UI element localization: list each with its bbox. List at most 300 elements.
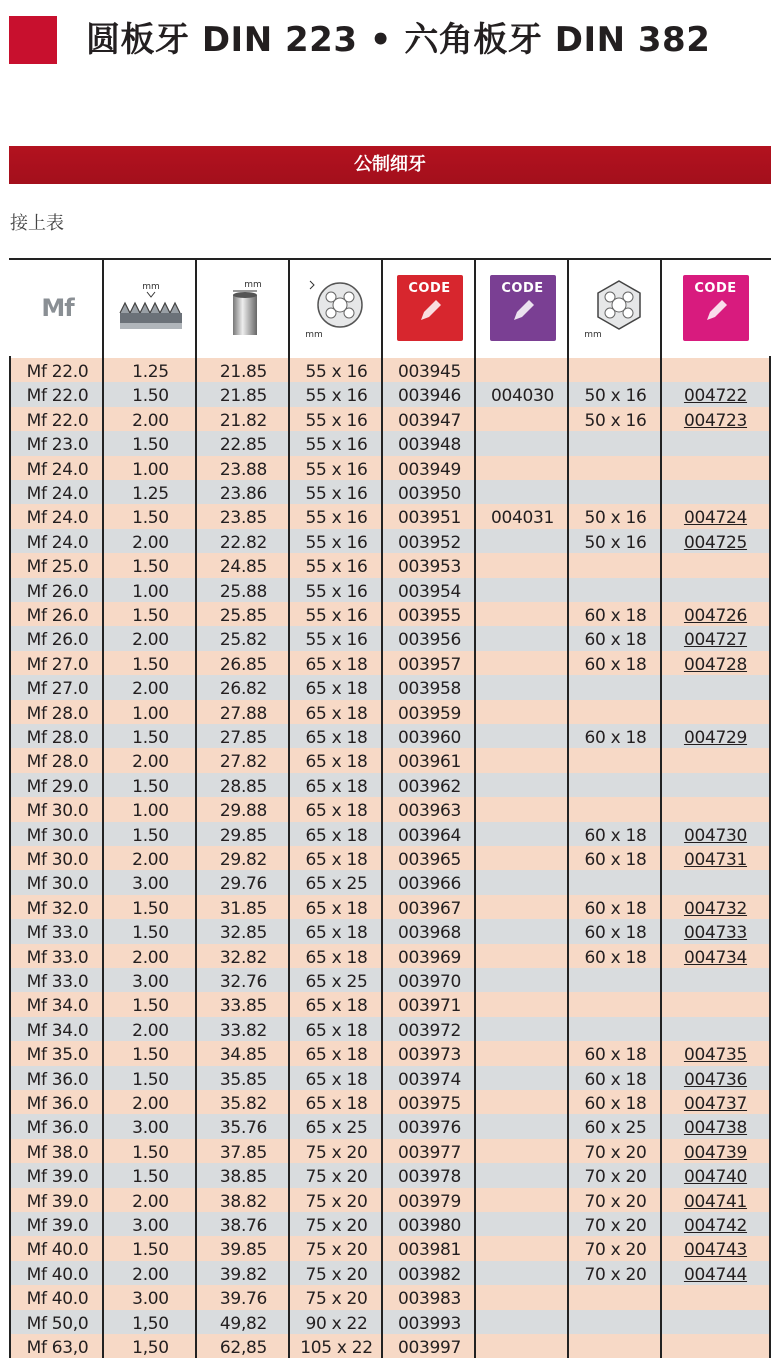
cell-size: 75 x 20 <box>305 1240 368 1261</box>
cell-dia: 38.76 <box>219 1216 268 1236</box>
cell-size: 75 x 20 <box>305 1264 368 1285</box>
cell-mf: Mf 30.0 <box>26 825 89 846</box>
cell-pitch: 2.00 <box>132 1264 169 1285</box>
table-row <box>11 480 769 504</box>
cell-code2 <box>476 578 569 602</box>
header-code-magenta <box>662 260 769 356</box>
cell-code: 003952 <box>397 532 462 553</box>
cell-size: 55 x 16 <box>305 410 368 431</box>
table-row <box>11 846 769 870</box>
cell-code2 <box>476 797 569 821</box>
cell-mf: Mf 34.0 <box>26 996 89 1017</box>
cell-pitch: 1.50 <box>132 923 169 944</box>
cell-code3 <box>662 870 769 894</box>
cell-pitch: 3.00 <box>132 874 169 895</box>
header-mf <box>11 260 104 356</box>
table-row <box>11 626 769 650</box>
cell-code3: 004730 <box>683 825 748 846</box>
cell-code2 <box>476 1066 569 1090</box>
cell-dia: 32.82 <box>219 947 268 968</box>
cell-mf: Mf 32.0 <box>26 898 89 919</box>
column-divider <box>102 260 104 1358</box>
cell-code3 <box>662 773 769 797</box>
cell-code3: 004740 <box>683 1167 748 1188</box>
cell-code2 <box>476 748 569 772</box>
cell-code3: 004729 <box>683 728 748 748</box>
cell-hex <box>569 748 662 772</box>
cell-size: 65 x 18 <box>305 654 368 675</box>
cell-dia: 29.85 <box>219 825 268 846</box>
cell-mf: Mf 39.0 <box>26 1167 89 1188</box>
cell-size: 65 x 25 <box>305 1118 368 1139</box>
cell-pitch: 1.00 <box>132 459 169 480</box>
table-row <box>11 1139 769 1163</box>
cell-dia: 25.85 <box>219 606 268 626</box>
cell-hex: 50 x 16 <box>584 532 647 553</box>
cell-mf: Mf 28.0 <box>26 728 89 748</box>
cell-dia: 27.88 <box>219 703 268 724</box>
cell-hex: 60 x 18 <box>584 1094 647 1114</box>
cell-pitch: 2.00 <box>132 410 169 431</box>
cell-pitch: 1.50 <box>132 996 169 1017</box>
cell-pitch: 2.00 <box>132 850 169 870</box>
cell-code2 <box>476 1090 569 1114</box>
cell-code3: 004742 <box>683 1216 748 1236</box>
cell-dia: 29.82 <box>219 850 268 870</box>
table-row <box>11 1188 769 1212</box>
cell-code: 003966 <box>397 874 462 895</box>
cell-pitch: 1.50 <box>132 1167 169 1188</box>
cell-code3 <box>662 1334 769 1358</box>
cell-code: 003974 <box>397 1069 462 1090</box>
cell-code: 003956 <box>397 630 462 651</box>
cell-mf: Mf 28.0 <box>26 703 89 724</box>
table-row <box>11 1017 769 1041</box>
cell-size: 65 x 18 <box>305 776 368 797</box>
cell-code2 <box>476 1114 569 1138</box>
cell-size: 65 x 18 <box>305 996 368 1017</box>
cell-pitch: 2.00 <box>132 1094 169 1114</box>
cell-code3: 004724 <box>683 508 748 529</box>
column-divider <box>660 260 662 1358</box>
cell-hex <box>569 968 662 992</box>
cell-dia: 32.76 <box>219 972 268 992</box>
cell-code: 003949 <box>397 459 462 480</box>
cell-code2: 004031 <box>490 508 555 529</box>
cell-code: 003960 <box>397 728 462 748</box>
cell-size: 55 x 16 <box>305 581 368 602</box>
cell-hex <box>569 358 662 382</box>
cell-mf: Mf 24.0 <box>26 459 89 480</box>
table-row <box>11 529 769 553</box>
cell-code2 <box>476 1163 569 1187</box>
cell-code2 <box>476 1212 569 1236</box>
cell-code3 <box>662 992 769 1016</box>
cell-dia: 38.85 <box>219 1167 268 1188</box>
cell-code2 <box>476 1334 569 1358</box>
table-header <box>9 260 771 356</box>
cell-mf: Mf 36.0 <box>26 1069 89 1090</box>
cell-dia: 27.82 <box>219 752 268 773</box>
cell-hex <box>569 480 662 504</box>
cell-code3 <box>662 675 769 699</box>
table-row <box>11 651 769 675</box>
cell-hex: 60 x 18 <box>584 728 647 748</box>
cell-mf: Mf 30.0 <box>26 850 89 870</box>
header-code-red <box>383 260 476 356</box>
cell-code: 003983 <box>397 1289 462 1310</box>
cell-hex: 60 x 18 <box>584 1045 647 1066</box>
cell-pitch: 1.50 <box>132 606 169 626</box>
cell-code: 003993 <box>397 1313 462 1334</box>
table-row <box>11 553 769 577</box>
cell-code2 <box>476 822 569 846</box>
cell-size: 65 x 18 <box>305 1094 368 1114</box>
cell-size: 55 x 16 <box>305 435 368 456</box>
table-row <box>11 822 769 846</box>
cell-pitch: 2.00 <box>132 752 169 773</box>
cell-mf: Mf 24.0 <box>26 484 89 504</box>
table-row <box>11 1212 769 1236</box>
cell-hex <box>569 1334 662 1358</box>
svg-text:mm: mm <box>141 282 160 292</box>
cell-code: 003975 <box>397 1094 462 1114</box>
cell-size: 55 x 16 <box>305 459 368 480</box>
cell-pitch: 1.50 <box>132 728 169 748</box>
cell-hex <box>569 553 662 577</box>
cell-code: 003959 <box>397 703 462 724</box>
cell-code: 003953 <box>397 557 462 578</box>
table-row <box>11 1114 769 1138</box>
cell-mf: Mf 50,0 <box>26 1313 89 1334</box>
cell-pitch: 3.00 <box>132 1216 169 1236</box>
cell-code: 003976 <box>397 1118 462 1139</box>
cell-code3: 004739 <box>683 1142 748 1163</box>
cell-code2 <box>476 407 569 431</box>
cell-code2 <box>476 1139 569 1163</box>
table-row <box>11 1236 769 1260</box>
code-magenta-icon: CODE <box>683 275 749 341</box>
cell-hex: 70 x 20 <box>584 1167 647 1188</box>
cell-code3 <box>662 1285 769 1309</box>
cell-hex: 60 x 25 <box>584 1118 647 1139</box>
cell-code: 003969 <box>397 947 462 968</box>
cell-mf: Mf 40.0 <box>26 1289 89 1310</box>
cell-hex <box>569 870 662 894</box>
cell-size: 55 x 16 <box>305 557 368 578</box>
cell-code2 <box>476 1017 569 1041</box>
cell-mf: Mf 34.0 <box>26 1020 89 1041</box>
table-row <box>11 895 769 919</box>
column-divider <box>195 260 197 1358</box>
cell-code3: 004732 <box>683 898 748 919</box>
cell-hex <box>569 797 662 821</box>
cell-code3 <box>662 968 769 992</box>
cell-code2 <box>476 602 569 626</box>
cell-hex: 60 x 18 <box>584 898 647 919</box>
table-row <box>11 1041 769 1065</box>
cell-size: 55 x 16 <box>305 386 368 407</box>
cell-dia: 35.82 <box>219 1094 268 1114</box>
cell-dia: 38.82 <box>219 1191 268 1212</box>
cell-dia: 39.82 <box>219 1264 268 1285</box>
cell-size: 65 x 18 <box>305 752 368 773</box>
cell-code: 003961 <box>397 752 462 773</box>
cell-hex: 60 x 18 <box>584 923 647 944</box>
cell-mf: Mf 35.0 <box>26 1045 89 1066</box>
table-row <box>11 1066 769 1090</box>
cell-dia: 39.76 <box>219 1289 268 1310</box>
cell-pitch: 1.50 <box>132 1240 169 1261</box>
cell-mf: Mf 40.0 <box>26 1264 89 1285</box>
cell-code2 <box>476 456 569 480</box>
cell-dia: 29.76 <box>219 874 268 895</box>
cell-hex <box>569 431 662 455</box>
table-row <box>11 1285 769 1309</box>
cell-dia: 33.85 <box>219 996 268 1017</box>
cell-code: 003945 <box>397 362 462 382</box>
cell-code: 003947 <box>397 410 462 431</box>
cell-code3 <box>662 358 769 382</box>
cell-code2: 004030 <box>490 386 555 407</box>
table-row <box>11 504 769 528</box>
cell-code: 003979 <box>397 1191 462 1212</box>
cell-pitch: 2.00 <box>132 630 169 651</box>
cell-dia: 37.85 <box>219 1142 268 1163</box>
cell-code3: 004725 <box>683 532 748 553</box>
cell-hex <box>569 992 662 1016</box>
cell-code2 <box>476 1310 569 1334</box>
cell-size: 75 x 20 <box>305 1216 368 1236</box>
table-row <box>11 1090 769 1114</box>
cell-pitch: 3.00 <box>132 972 169 992</box>
cell-code2 <box>476 724 569 748</box>
cell-pitch: 3.00 <box>132 1289 169 1310</box>
cell-hex: 60 x 18 <box>584 825 647 846</box>
cell-mf: Mf 27.0 <box>26 654 89 675</box>
cell-pitch: 2.00 <box>132 1020 169 1041</box>
cell-code3 <box>662 456 769 480</box>
cell-pitch: 1.00 <box>132 801 169 822</box>
cell-pitch: 1.50 <box>132 654 169 675</box>
cell-mf: Mf 22.0 <box>26 362 89 382</box>
cell-code: 003968 <box>397 923 462 944</box>
cell-hex: 70 x 20 <box>584 1240 647 1261</box>
table-row <box>11 456 769 480</box>
svg-text:mm: mm <box>243 280 262 290</box>
cell-hex: 60 x 18 <box>584 606 647 626</box>
cell-code2 <box>476 675 569 699</box>
column-divider <box>288 260 290 1358</box>
table-row <box>11 431 769 455</box>
cell-code: 003973 <box>397 1045 462 1066</box>
cell-hex <box>569 1285 662 1309</box>
cell-mf: Mf 26.0 <box>26 606 89 626</box>
cell-code3: 004734 <box>683 947 748 968</box>
cell-code3 <box>662 700 769 724</box>
cell-dia: 33.82 <box>219 1020 268 1041</box>
cell-pitch: 1.50 <box>132 1045 169 1066</box>
cell-code3: 004738 <box>683 1118 748 1139</box>
table-row <box>11 968 769 992</box>
hex-die-size-icon <box>583 275 649 341</box>
cell-dia: 27.85 <box>219 728 268 748</box>
continued-note: 接上表 <box>10 213 64 234</box>
cell-pitch: 1.00 <box>132 703 169 724</box>
cell-code3 <box>662 480 769 504</box>
cell-size: 55 x 16 <box>305 630 368 651</box>
cell-code2 <box>476 553 569 577</box>
cell-mf: Mf 33.0 <box>26 972 89 992</box>
cell-mf: Mf 36.0 <box>26 1094 89 1114</box>
cell-code: 003957 <box>397 654 462 675</box>
table-row <box>11 1261 769 1285</box>
table-row <box>11 1310 769 1334</box>
table-row <box>11 1334 769 1358</box>
cell-size: 65 x 18 <box>305 947 368 968</box>
cell-dia: 22.85 <box>219 435 268 456</box>
cell-mf: Mf 27.0 <box>26 679 89 700</box>
cell-code2 <box>476 700 569 724</box>
cell-code2 <box>476 992 569 1016</box>
cell-code3: 004741 <box>683 1191 748 1212</box>
cell-dia: 62,85 <box>219 1338 268 1358</box>
table-row <box>11 407 769 431</box>
cell-mf: Mf 30.0 <box>26 874 89 895</box>
cell-pitch: 1,50 <box>132 1338 169 1358</box>
cell-size: 75 x 20 <box>305 1191 368 1212</box>
cell-code3: 004743 <box>683 1240 748 1261</box>
cell-dia: 21.85 <box>219 362 268 382</box>
mf-icon <box>25 275 91 341</box>
code-red-icon: CODE <box>397 275 463 341</box>
cell-size: 65 x 25 <box>305 874 368 895</box>
cell-hex <box>569 1310 662 1334</box>
cell-hex: 50 x 16 <box>584 410 647 431</box>
cell-code: 003948 <box>397 435 462 456</box>
cell-code2 <box>476 846 569 870</box>
cell-dia: 39.85 <box>219 1240 268 1261</box>
table-row <box>11 675 769 699</box>
cell-code: 003967 <box>397 898 462 919</box>
cell-mf: Mf 24.0 <box>26 508 89 529</box>
cell-pitch: 2.00 <box>132 947 169 968</box>
table-row <box>11 919 769 943</box>
cell-code2 <box>476 1236 569 1260</box>
table-row <box>11 358 769 382</box>
cell-size: 90 x 22 <box>305 1313 368 1334</box>
cell-code2 <box>476 773 569 797</box>
table-row <box>11 700 769 724</box>
cell-code: 003980 <box>397 1216 462 1236</box>
table-row <box>11 1163 769 1187</box>
cell-dia: 34.85 <box>219 1045 268 1066</box>
cell-pitch: 2.00 <box>132 1191 169 1212</box>
cell-hex: 60 x 18 <box>584 654 647 675</box>
cell-pitch: 2.00 <box>132 679 169 700</box>
cell-hex <box>569 675 662 699</box>
cell-code: 003997 <box>397 1338 462 1358</box>
cell-code: 003971 <box>397 996 462 1017</box>
cell-code2 <box>476 529 569 553</box>
cell-hex <box>569 700 662 724</box>
cell-hex <box>569 578 662 602</box>
cell-code3: 004723 <box>683 410 748 431</box>
header-pitch <box>104 260 197 356</box>
cell-size: 55 x 16 <box>305 362 368 382</box>
cell-hex: 70 x 20 <box>584 1264 647 1285</box>
column-divider <box>567 260 569 1358</box>
cell-hex <box>569 773 662 797</box>
cell-dia: 31.85 <box>219 898 268 919</box>
header-code-purple <box>476 260 569 356</box>
title-accent-square <box>9 16 57 64</box>
cell-code: 003946 <box>397 386 462 407</box>
cell-pitch: 3.00 <box>132 1118 169 1139</box>
cell-mf: Mf 29.0 <box>26 776 89 797</box>
cell-mf: Mf 63,0 <box>26 1338 89 1358</box>
column-divider <box>381 260 383 1358</box>
cell-size: 75 x 20 <box>305 1289 368 1310</box>
cell-code3 <box>662 1017 769 1041</box>
cell-code3: 004731 <box>683 850 748 870</box>
cell-mf: Mf 40.0 <box>26 1240 89 1261</box>
cell-size: 65 x 18 <box>305 1020 368 1041</box>
cell-code3 <box>662 797 769 821</box>
cell-code2 <box>476 895 569 919</box>
cell-code: 003955 <box>397 606 462 626</box>
cell-pitch: 1.50 <box>132 508 169 529</box>
cell-dia: 25.82 <box>219 630 268 651</box>
cell-code3: 004728 <box>683 654 748 675</box>
cell-size: 65 x 18 <box>305 1045 368 1066</box>
mf-label: Mf <box>41 294 74 322</box>
cell-code2 <box>476 870 569 894</box>
cell-hex: 60 x 18 <box>584 947 647 968</box>
cell-hex <box>569 1017 662 1041</box>
cell-pitch: 1.50 <box>132 776 169 797</box>
round-die-size-icon <box>304 275 370 341</box>
cell-size: 65 x 18 <box>305 1069 368 1090</box>
column-divider <box>474 260 476 1358</box>
cell-code: 003970 <box>397 972 462 992</box>
cell-size: 65 x 18 <box>305 923 368 944</box>
cell-hex <box>569 456 662 480</box>
cell-mf: Mf 36.0 <box>26 1118 89 1139</box>
cell-dia: 22.82 <box>219 532 268 553</box>
cell-code3: 004727 <box>683 630 748 651</box>
cell-dia: 23.86 <box>219 484 268 504</box>
cell-code3: 004722 <box>683 386 748 407</box>
cell-size: 55 x 16 <box>305 508 368 529</box>
cell-code2 <box>476 1261 569 1285</box>
cell-code: 003962 <box>397 776 462 797</box>
cell-code: 003982 <box>397 1264 462 1285</box>
table-row <box>11 797 769 821</box>
cell-mf: Mf 33.0 <box>26 947 89 968</box>
cell-size: 55 x 16 <box>305 484 368 504</box>
code-purple-icon: CODE <box>490 275 556 341</box>
cell-size: 65 x 18 <box>305 898 368 919</box>
cell-pitch: 1.50 <box>132 1142 169 1163</box>
core-diameter-icon <box>211 275 277 341</box>
cell-dia: 21.82 <box>219 410 268 431</box>
table-row <box>11 602 769 626</box>
cell-hex: 50 x 16 <box>584 386 647 407</box>
table-row <box>11 748 769 772</box>
cell-size: 65 x 18 <box>305 850 368 870</box>
cell-size: 75 x 20 <box>305 1142 368 1163</box>
